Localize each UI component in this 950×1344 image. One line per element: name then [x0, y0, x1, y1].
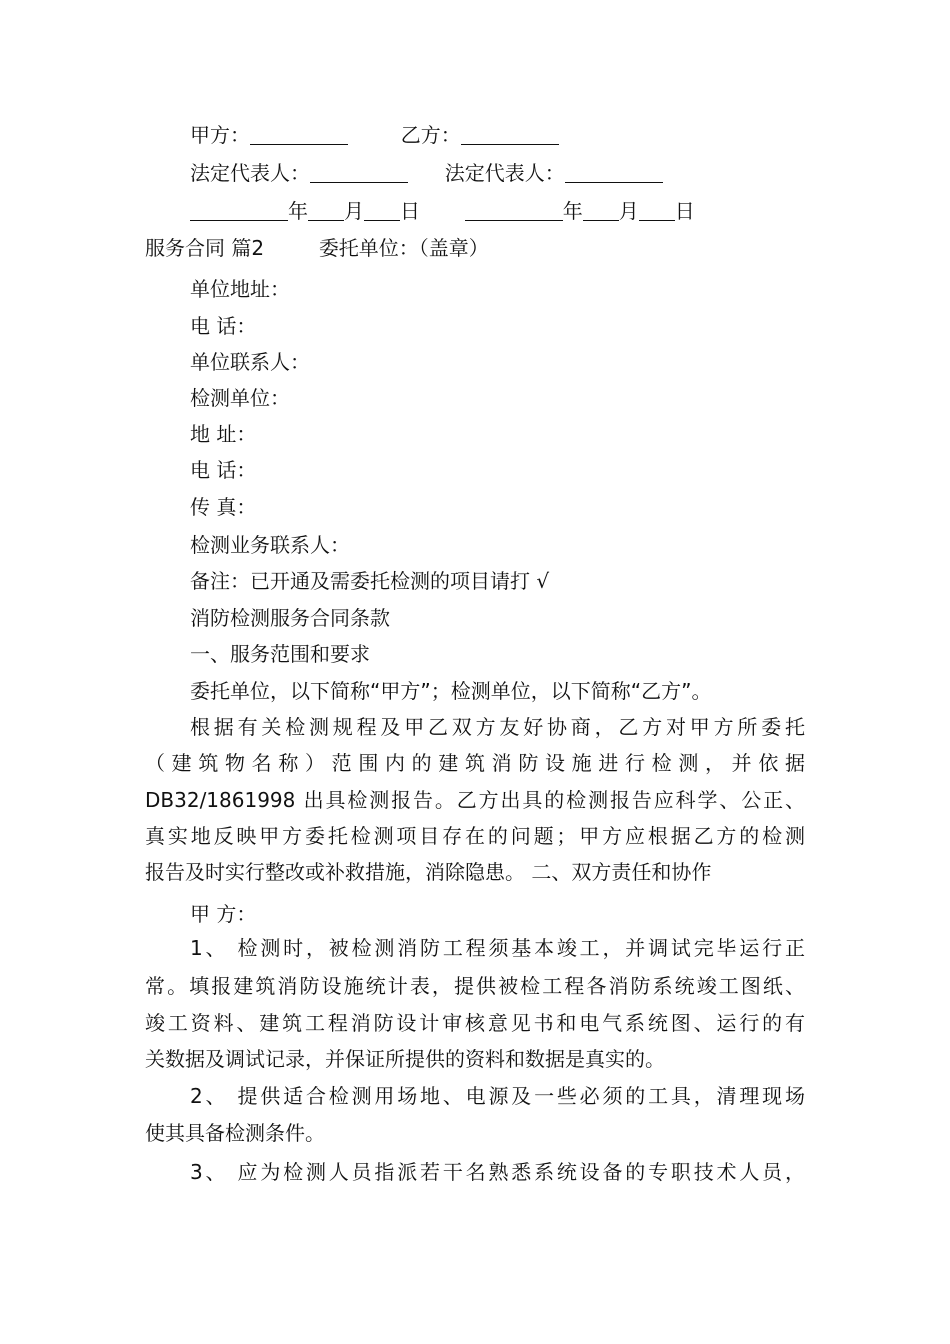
- field-testing-unit: 检测单位：: [190, 386, 290, 410]
- month-label: 月: [344, 199, 364, 223]
- paragraph-1-line-4: 真实地反映甲方委托检测项目存在的问题；甲方应根据乙方的检测: [145, 824, 805, 848]
- contract-heading-row: [145, 236, 489, 260]
- signature-row-date: [190, 199, 695, 223]
- paragraph-1-line-5: 报告及时实行整改或补救措施，消除隐患。 二、双方责任和协作: [145, 860, 712, 884]
- terms-title: 消防检测服务合同条款: [190, 606, 390, 630]
- field-testing-contact: 检测业务联系人：: [190, 533, 350, 557]
- item-2-line-2: 使其具备检测条件。: [145, 1121, 325, 1145]
- field-unit-contact: 单位联系人：: [190, 350, 310, 374]
- month-blank-2: [583, 200, 619, 221]
- field-phone-2: 电 话：: [190, 458, 257, 482]
- party-a-blank: [250, 124, 348, 145]
- definition-line: 委托单位，以下简称“甲方”；检测单位，以下简称“乙方”。: [190, 679, 712, 703]
- contract-title: 服务合同 篇2: [145, 236, 265, 260]
- day-blank: [364, 200, 400, 221]
- item-1-line-4: 关数据及调试记录，并保证所提供的资料和数据是真实的。: [145, 1047, 665, 1071]
- item-1-line-1: 1、 检测时，被检测消防工程须基本竣工，并调试完毕运行正: [190, 936, 805, 960]
- paragraph-1-line-1: 根据有关检测规程及甲乙双方友好协商，乙方对甲方所委托: [190, 715, 805, 739]
- party-b-rep-label: 法定代表人：: [444, 161, 565, 185]
- paragraph-1-line-3: DB32/1861998 出具检测报告。乙方出具的检测报告应科学、公正、: [145, 788, 805, 812]
- party-a-rep-blank: [310, 162, 408, 183]
- day-label-2: 日: [674, 199, 695, 223]
- party-a-heading: 甲 方：: [190, 902, 257, 926]
- party-b-rep-blank: [565, 162, 663, 183]
- field-fax: 传 真：: [190, 495, 257, 519]
- party-b-blank: [461, 124, 559, 145]
- signature-row-rep: [190, 161, 663, 185]
- field-remark: 备注：已开通及需委托检测的项目请打 √: [190, 569, 550, 593]
- item-1-line-3: 竣工资料、建筑工程消防设计审核意见书和电气系统图、运行的有: [145, 1011, 805, 1035]
- day-blank-2: [639, 200, 675, 221]
- party-a-label: 甲方：: [190, 123, 250, 147]
- field-unit-address: 单位地址：: [190, 277, 290, 301]
- year-label: 年: [288, 199, 308, 223]
- party-b-label: 乙方：: [400, 123, 461, 147]
- year-blank: [190, 200, 288, 221]
- party-a-rep-label: 法定代表人：: [190, 161, 310, 185]
- section-1-heading: 一、服务范围和要求: [190, 642, 370, 666]
- month-blank: [308, 200, 344, 221]
- item-2-line-1: 2、 提供适合检测用场地、电源及一些必须的工具，清理现场: [190, 1084, 805, 1108]
- item-3-line-1: 3、 应为检测人员指派若干名熟悉系统设备的专职技术人员，: [190, 1160, 805, 1184]
- month-label-2: 月: [618, 199, 639, 223]
- client-unit-label: 委托单位：（盖章）: [318, 236, 489, 260]
- item-1-line-2: 常。填报建筑消防设施统计表，提供被检工程各消防系统竣工图纸、: [145, 974, 805, 998]
- year-blank-2: [465, 200, 563, 221]
- field-address: 地 址：: [190, 422, 257, 446]
- day-label: 日: [400, 199, 420, 223]
- signature-row-party: [190, 123, 559, 147]
- paragraph-1-line-2: （建筑物名称）范围内的建筑消防设施进行检测，并依据: [145, 751, 805, 775]
- year-label-2: 年: [562, 199, 583, 223]
- field-phone: 电 话：: [190, 314, 257, 338]
